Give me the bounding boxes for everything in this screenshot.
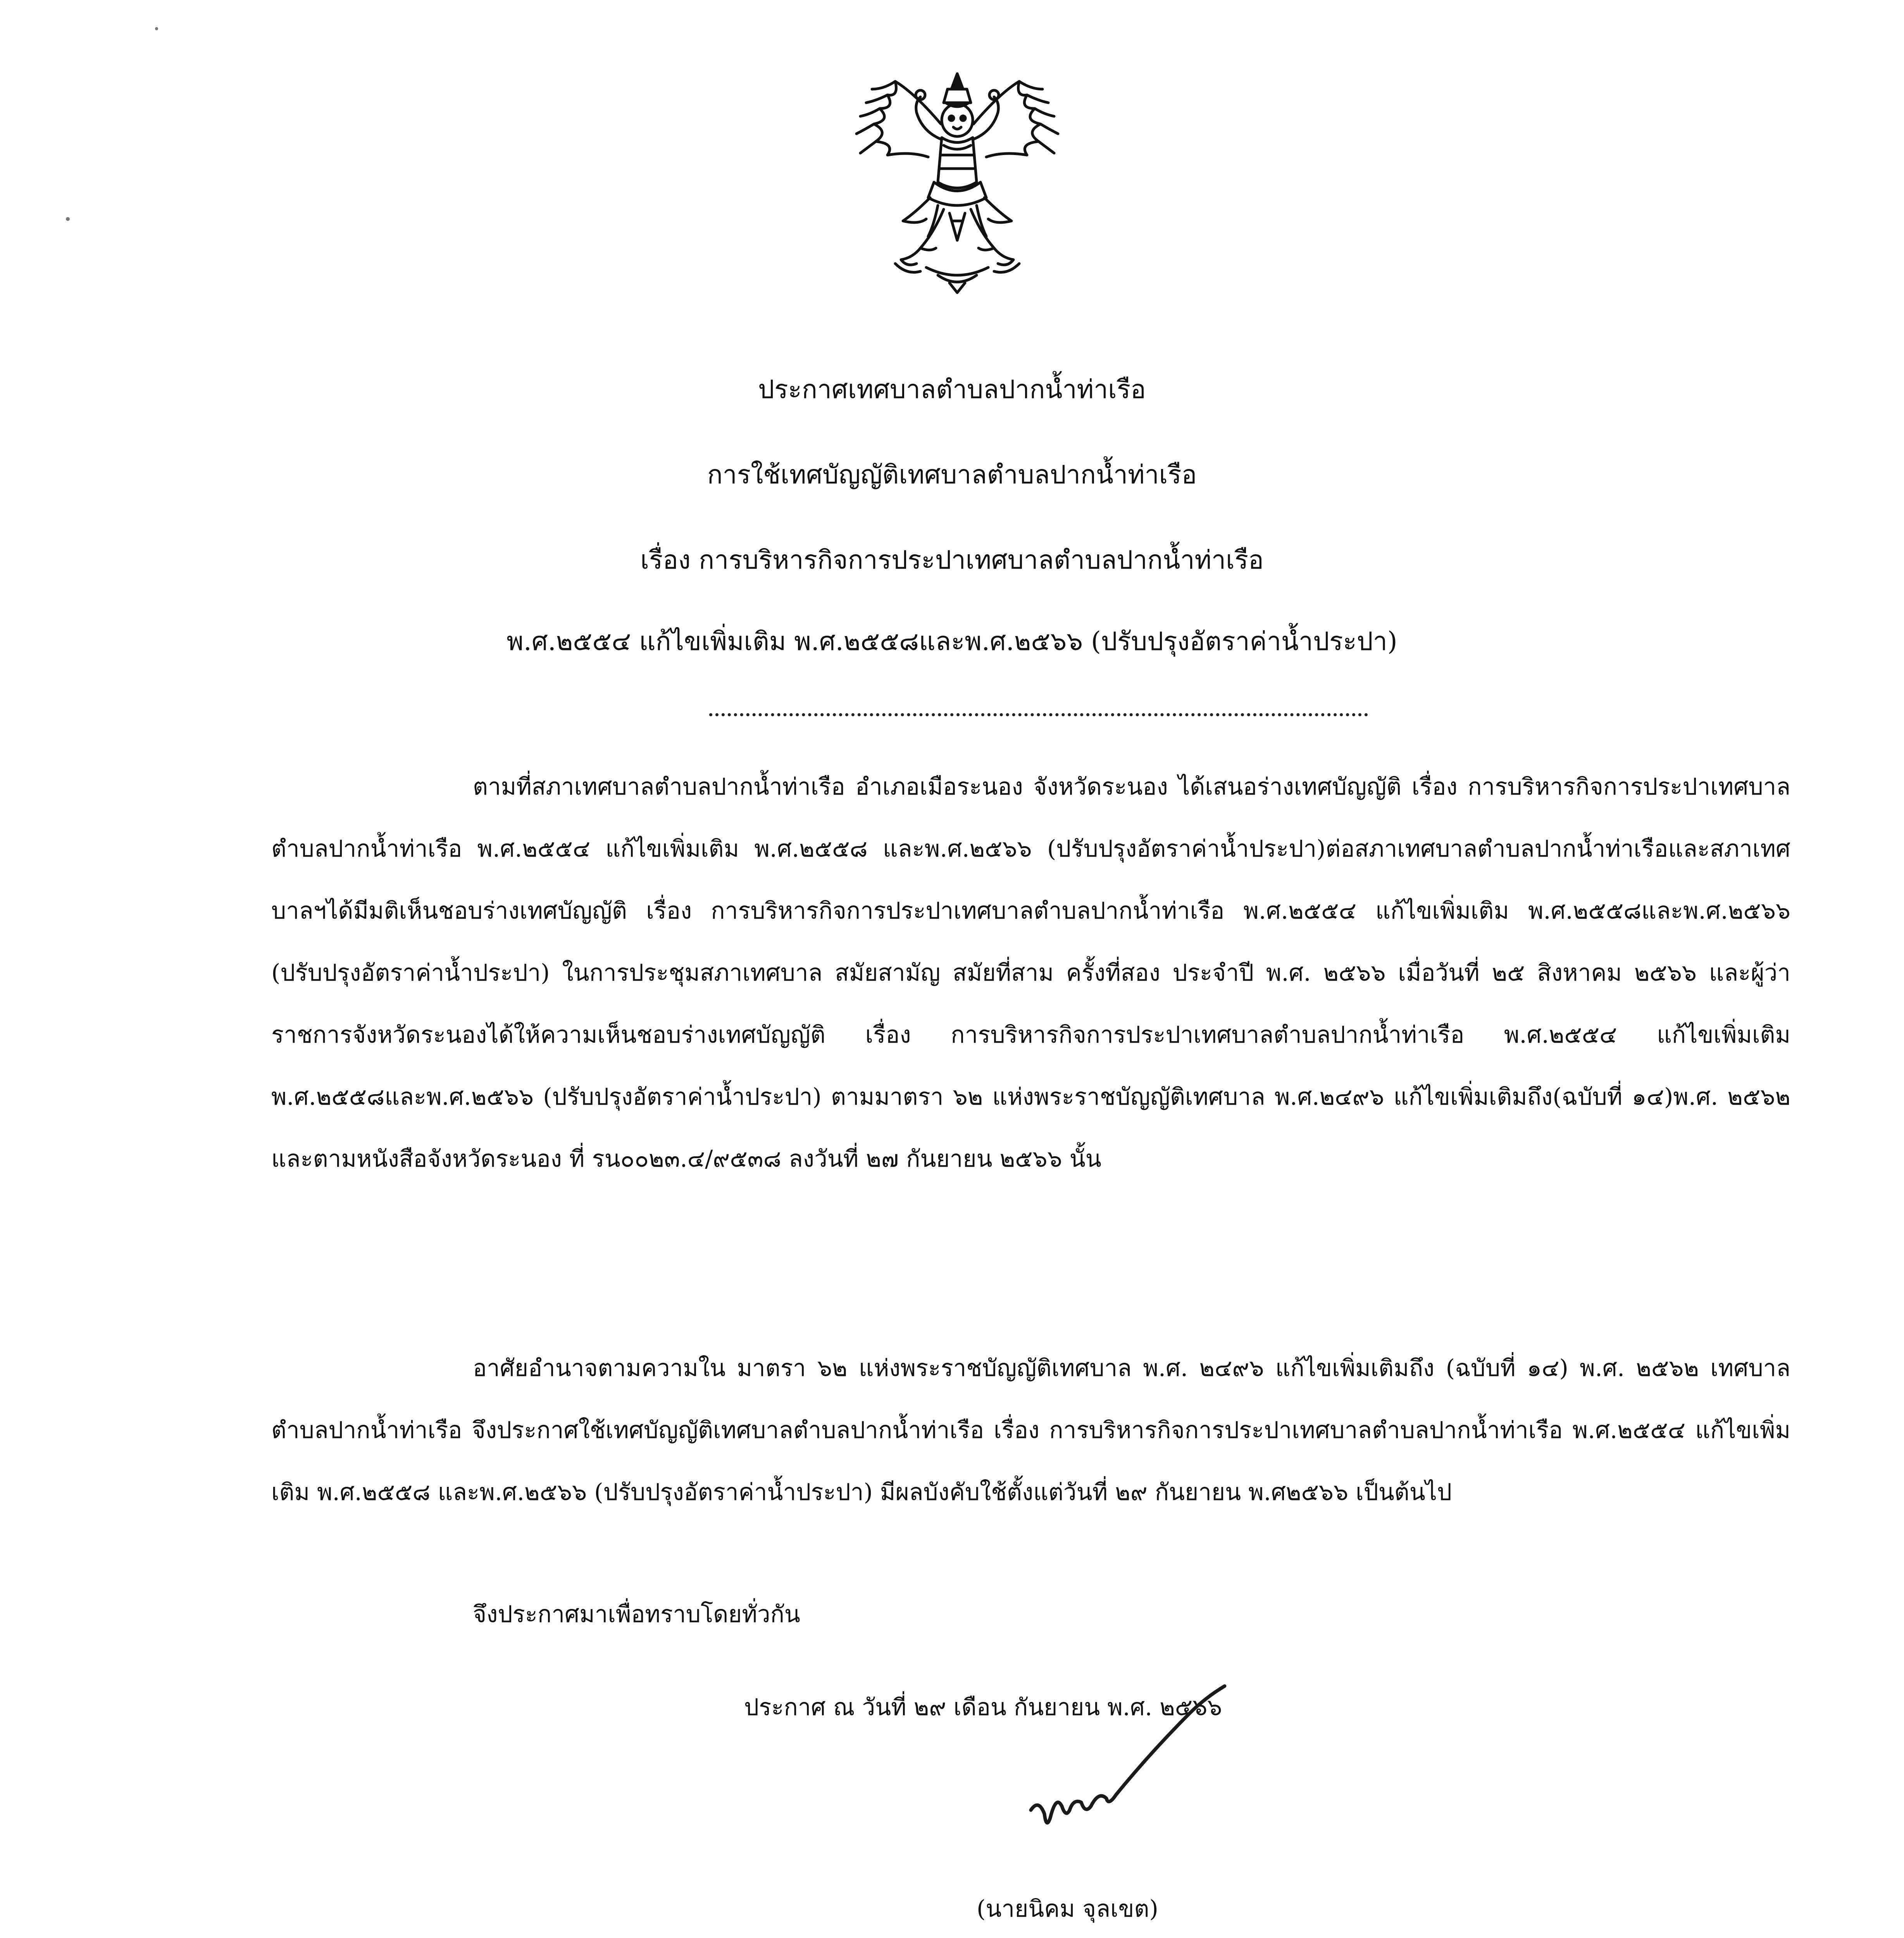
dotted-divider — [709, 713, 1368, 716]
scan-speck — [66, 217, 70, 221]
body-paragraph-2: อาศัยอำนาจตามความใน มาตรา ๖๒ แห่งพระราชบัญญัติเทศบาล พ.ศ. ๒๔๙๖ แก้ไขเพิ่มเติมถึง (ฉบับที่ ๑๔) พ.ศ. ๒๕๖๒ เทศบาลตำบลปากน้ำท่าเรือ จึงประกาศใช้เทศบัญญัติเทศบาลตำบลปากน้ำท่าเรือ เรื่อง การบริหารกิจการประปาเทศบาลตำบลปากน้ำท่าเรือ พ.ศ.๒๕๕๔ แก้ไขเพิ่มเติม พ.ศ.๒๕๕๘ และพ.ศ.๒๕๖๖ (ปรับปรุงอัตราค่าน้ำประปา) มีผลบังคับใช้ตั้งแต่วันที่ ๒๙ กันยายน พ.ศ๒๕๖๖ เป็นต้นไป — [271, 1355, 1790, 1506]
announcement-title: ประกาศเทศบาลตำบลปากน้ำท่าเรือ — [758, 374, 1146, 404]
handwritten-signature — [1023, 1682, 1302, 1864]
signer-name: (นายนิคม จุลเขต) — [977, 1895, 1158, 1922]
announcement-date: ประกาศ ณ วันที่ ๒๙ เดือน กันยายน พ.ศ. ๒๕๖๖ — [744, 1694, 1222, 1721]
announcement-subject: เรื่อง การบริหารกิจการประปาเทศบาลตำบลปากน้ำท่าเรือ — [640, 545, 1264, 575]
announcement-years: พ.ศ.๒๕๕๔ แก้ไขเพิ่มเติม พ.ศ.๒๕๕๘และพ.ศ.๒๕๖๖ (ปรับปรุงอัตราค่าน้ำประปา) — [507, 626, 1397, 656]
scan-speck — [155, 27, 158, 30]
body-paragraph-1: ตามที่สภาเทศบาลตำบลปากน้ำท่าเรือ อำเภอเมือระนอง จังหวัดระนอง ได้เสนอร่างเทศบัญญัติ เรื่อง การบริหารกิจการประปาเทศบาลตำบลปากน้ำท่าเรือ พ.ศ.๒๕๕๔ แก้ไขเพิ่มเติม พ.ศ.๒๕๕๘ และพ.ศ.๒๕๖๖ (ปรับปรุงอัตราค่าน้ำประปา)ต่อสภาเทศบาลตำบลปากน้ำท่าเรือและสภาเทศบาลฯได้มีมติเห็นชอบร่างเทศบัญญัติ เรื่อง การบริหารกิจการประปาเทศบาลตำบลปากน้ำท่าเรือ พ.ศ.๒๕๕๔ แก้ไขเพิ่มเติม พ.ศ.๒๕๕๘และพ.ศ.๒๕๖๖ (ปรับปรุงอัตราค่าน้ำประปา) ในการประชุมสภาเทศบาล สมัยสามัญ สมัยที่สาม ครั้งที่สอง ประจำปี พ.ศ. ๒๕๖๖ เมื่อวันที่ ๒๕ สิงหาคม ๒๕๖๖ และผู้ว่าราชการจังหวัดระนองได้ให้ความเห็นชอบร่างเทศบัญญัติ เรื่อง การบริหารกิจการประปาเทศบาลตำบลปากน้ำท่าเรือ พ.ศ.๒๕๕๔ แก้ไขเพิ่มเติม พ.ศ.๒๕๕๘และพ.ศ.๒๕๖๖ (ปรับปรุงอัตราค่าน้ำประปา) ตามมาตรา ๖๒ แห่งพระราชบัญญัติเทศบาล พ.ศ.๒๔๙๖ แก้ไขเพิ่มเติมถึง(ฉบับที่ ๑๔)พ.ศ. ๒๕๖๒ และตามหนังสือจังหวัดระนอง ที่ รน๐๐๒๓.๔/๙๕๓๘ ลงวันที่ ๒๗ กันยายน ๒๕๖๖ นั้น — [271, 773, 1790, 1172]
closing-statement: จึงประกาศมาเพื่อทราบโดยทั่วกัน — [473, 1601, 800, 1628]
garuda-emblem-icon — [837, 66, 1077, 298]
announcement-subtitle: การใช้เทศบัญญัติเทศบาลตำบลปากน้ำท่าเรือ — [707, 460, 1197, 490]
